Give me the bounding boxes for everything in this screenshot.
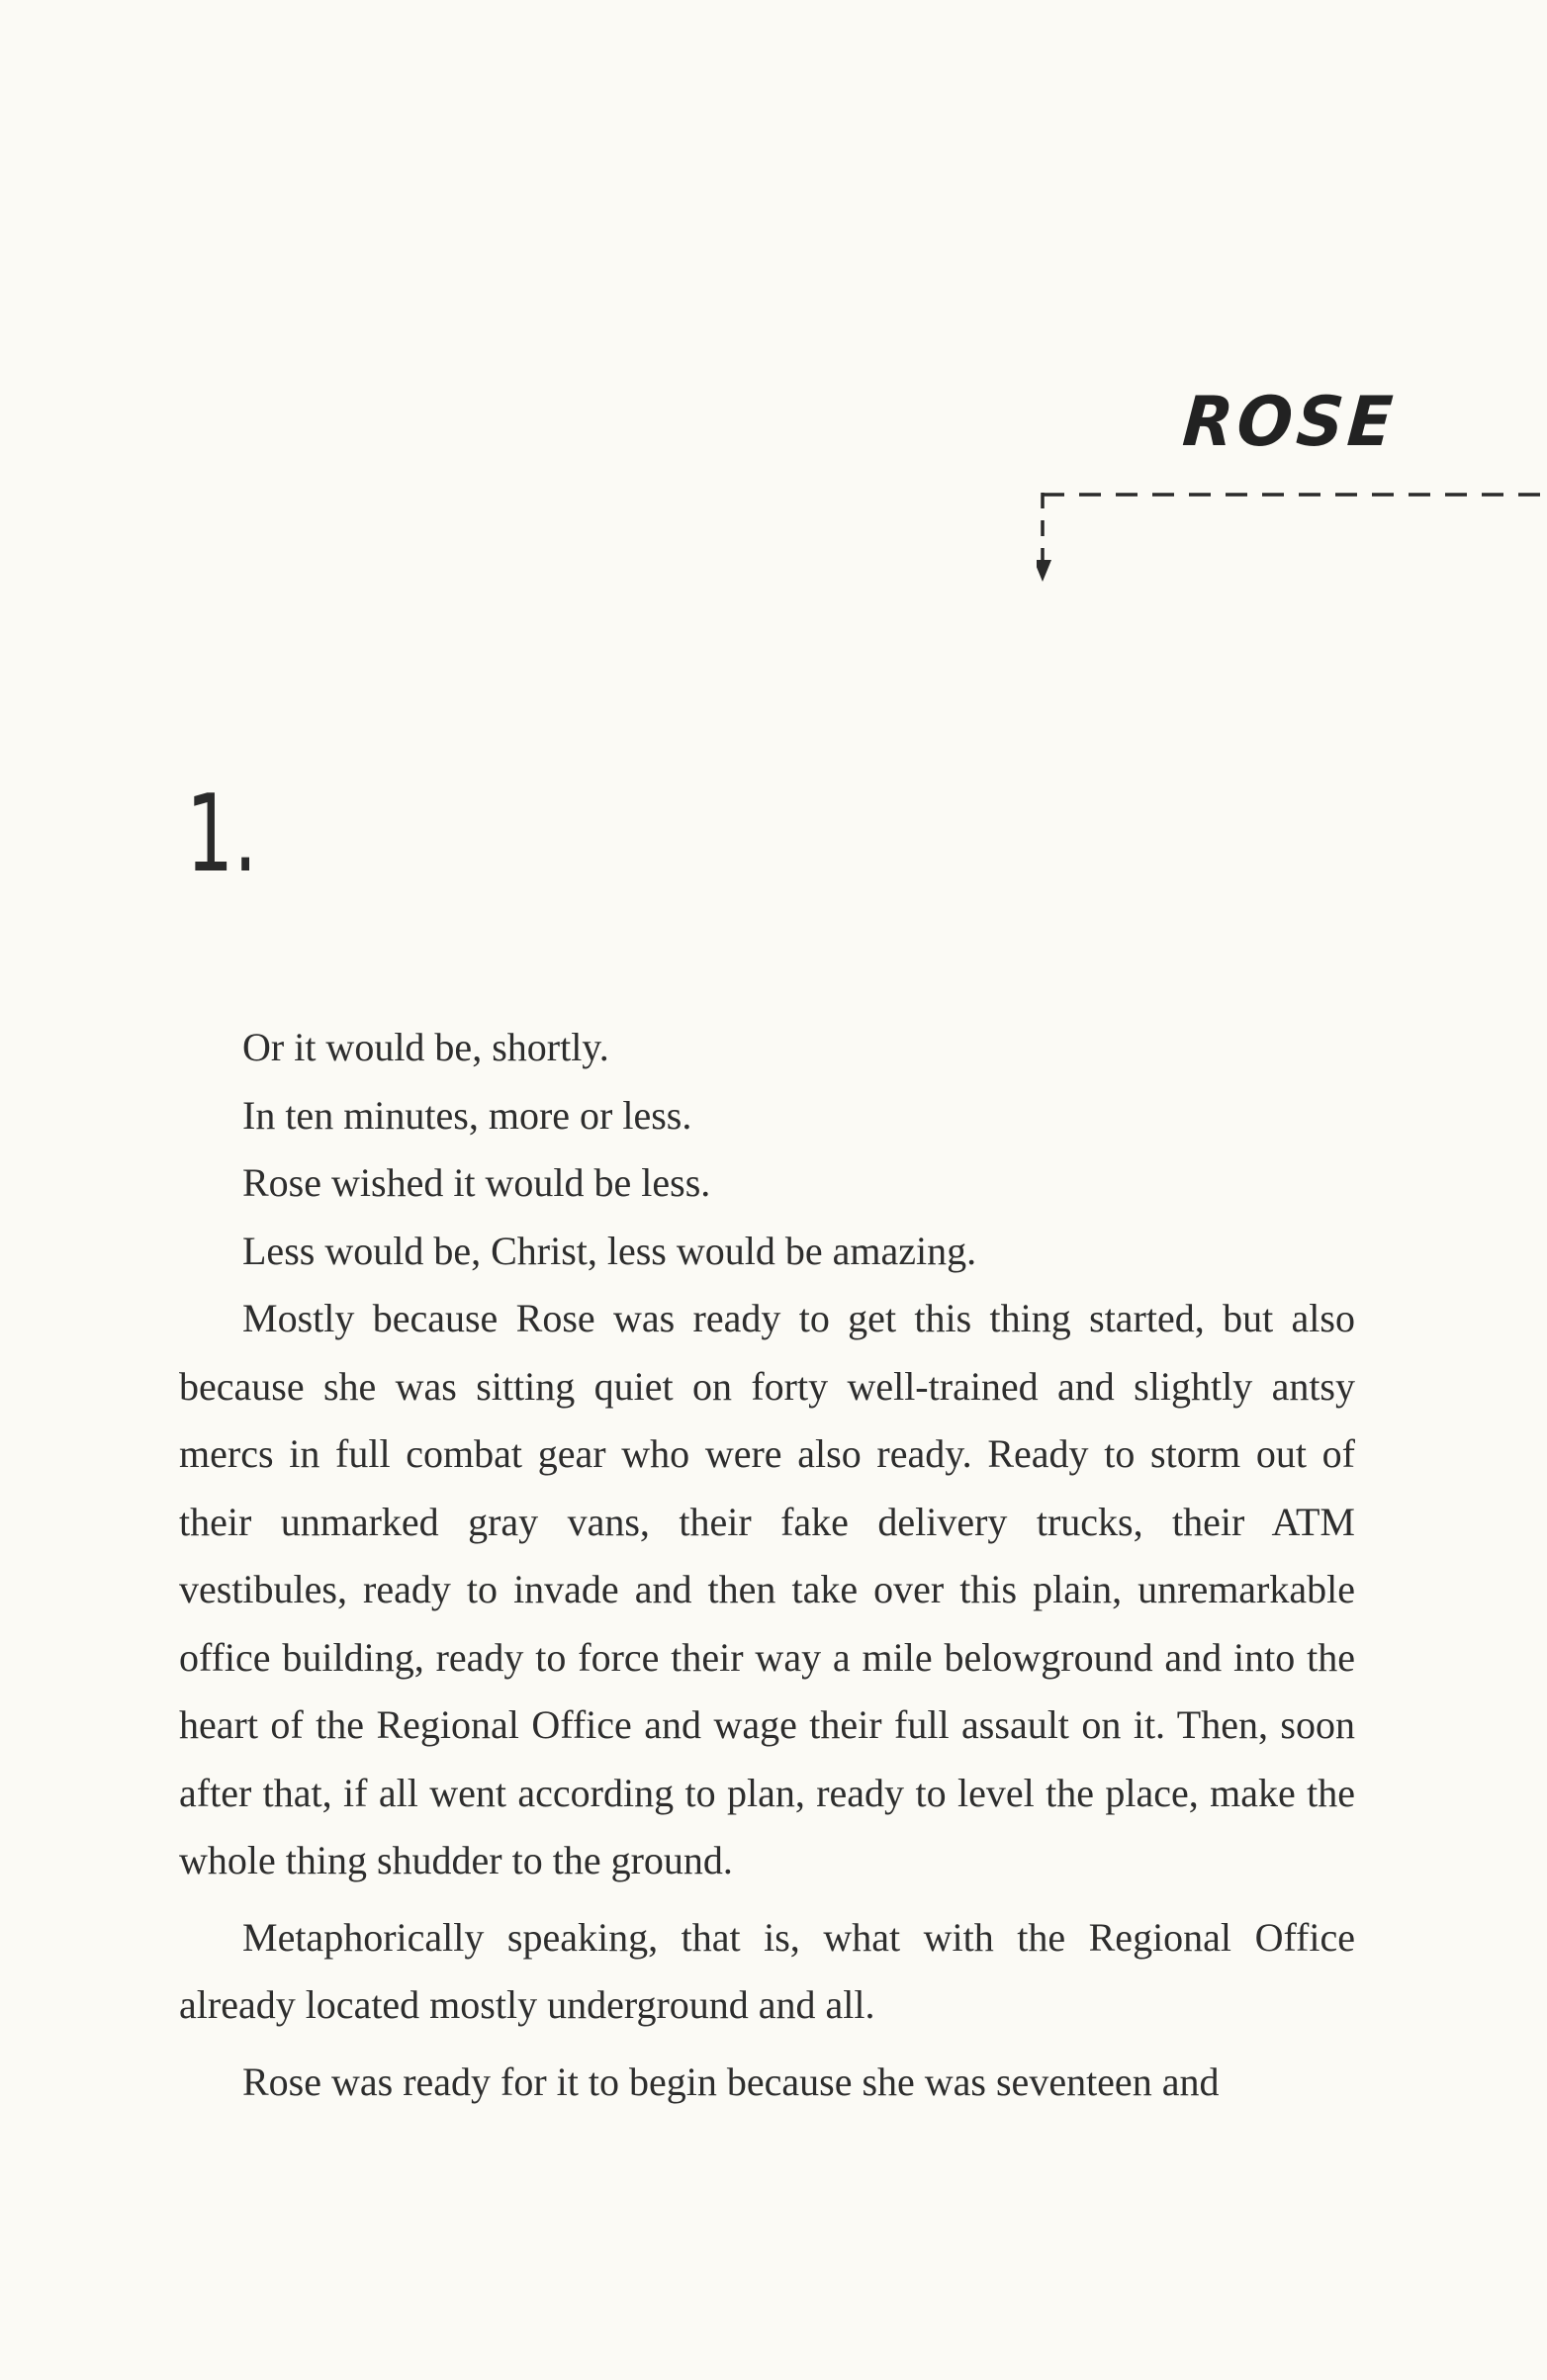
paragraph: Or it would be, shortly. xyxy=(242,1025,609,1069)
paragraph: Mostly because Rose was ready to get this thing started, but also because she was sitting quiet on forty well-trained and slightly antsy mercs in full combat gear who were also ready. Ready to storm out of their unmarked gray vans, their fake delivery trucks, their ATM vestibules, ready to invade and then take over this plain, unremarkable office building, ready to force their way a mile belowground and into the heart of the Regional Office and wage their full assault on it. Then, soon after that, if all went according to plan, ready to level the place, make the whole thing shudder to the ground. xyxy=(179,1296,1355,1882)
paragraph: Less would be, Christ, less would be amazing. xyxy=(242,1228,977,1273)
dashed-arrow-connector-icon xyxy=(1037,481,1547,590)
body-text xyxy=(179,1014,1355,2116)
chapter-number: 1. xyxy=(186,773,258,896)
chapter-character-name: ROSE xyxy=(1180,382,1400,462)
paragraph: Metaphorically speaking, that is, what with the Regional Office already located mostly underground and all. xyxy=(179,1914,1355,2027)
paragraph: In ten minutes, more or less. xyxy=(242,1092,692,1138)
paragraph: Rose wished it would be less. xyxy=(242,1160,711,1205)
paragraph: Rose was ready for it to begin because she was seventeen and xyxy=(242,2059,1220,2104)
